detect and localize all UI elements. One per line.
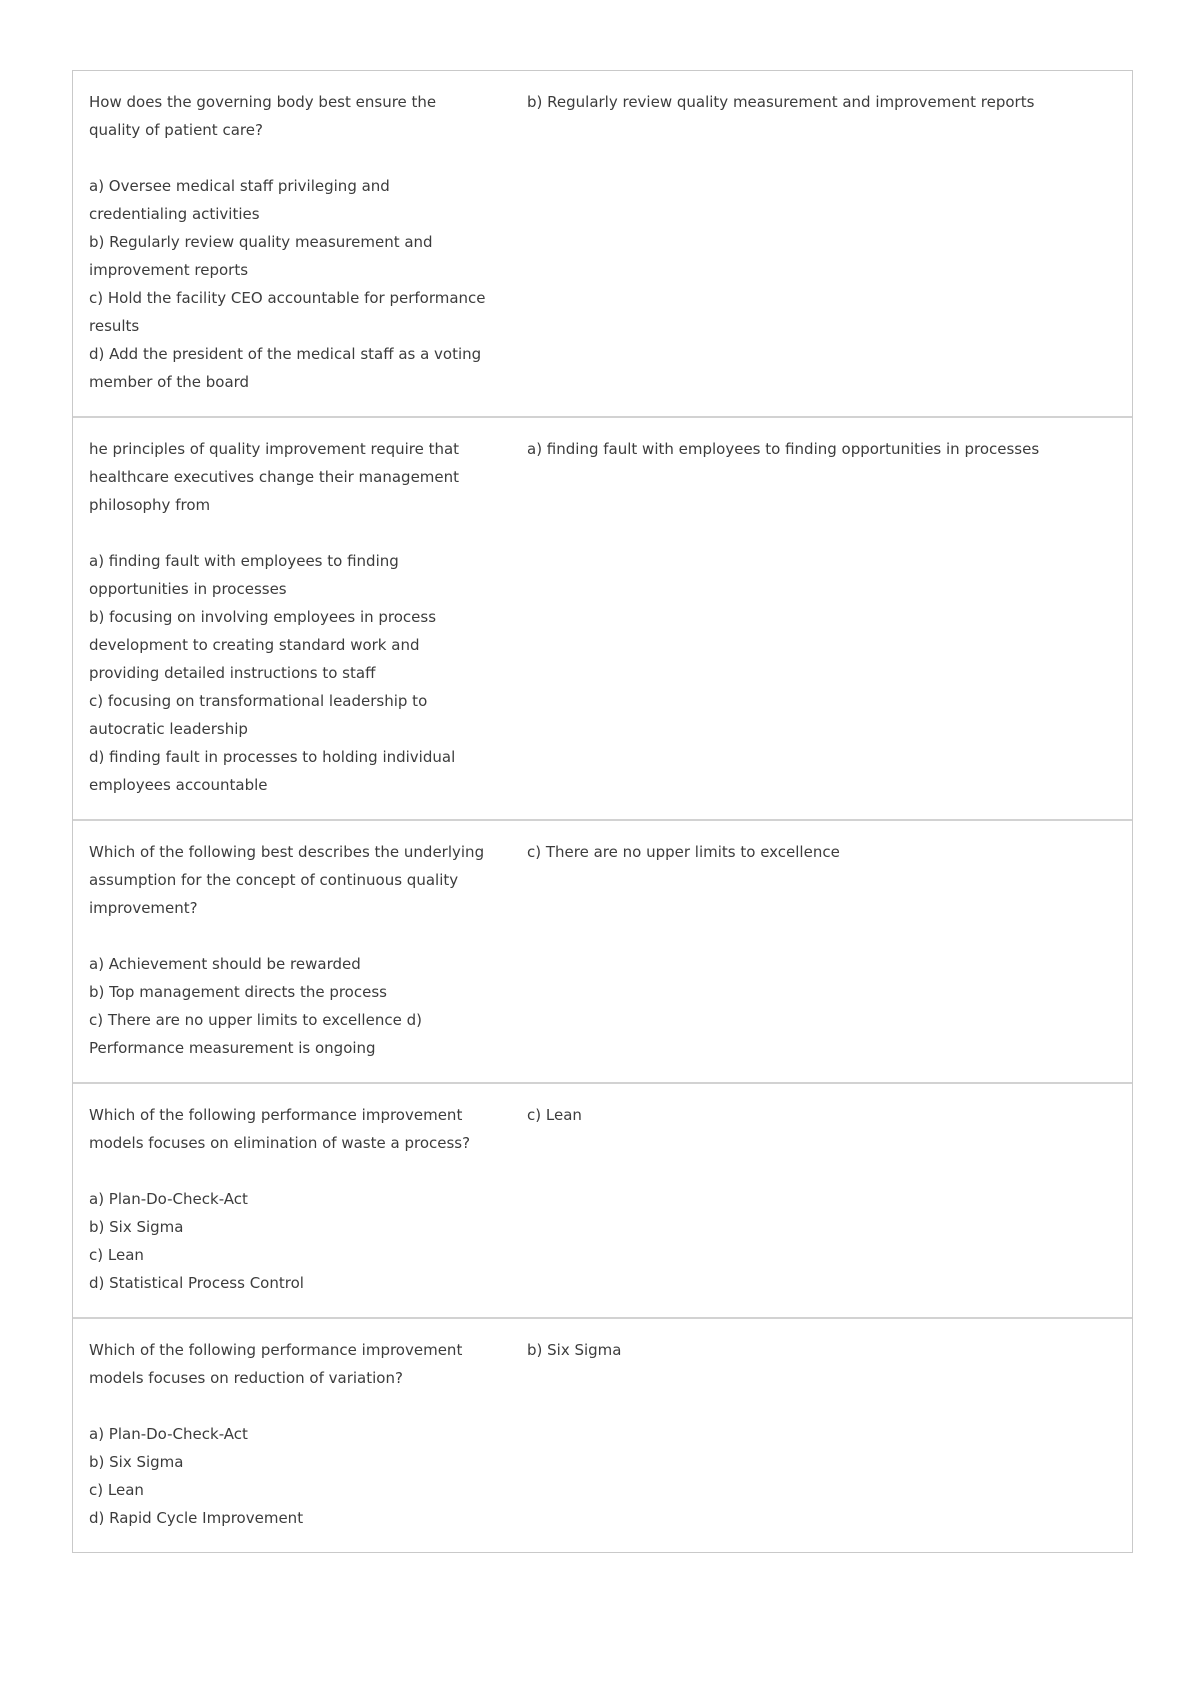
- flashcard-row: [73, 1082, 1132, 1317]
- question-text: Which of the following best describes the underlying assumption for the concept of continuous quality improvement?: [89, 843, 485, 917]
- flashcard-row: [73, 1317, 1132, 1552]
- answer-option: b) Regularly review quality measurement and improvement reports: [89, 233, 433, 279]
- answer-option: b) Six Sigma: [89, 1218, 184, 1236]
- question-text: How does the governing body best ensure the quality of patient care?: [89, 93, 437, 139]
- answer-option: b) Six Sigma: [89, 1453, 184, 1471]
- question-cell: [73, 418, 505, 819]
- correct-answer: b) Regularly review quality measurement and improvement reports: [527, 93, 1035, 111]
- question-cell: [73, 1319, 505, 1552]
- answer-option: a) finding fault with employees to finding opportunities in processes: [89, 552, 399, 598]
- answer-cell: [505, 1319, 1132, 1552]
- answer-option: d) Rapid Cycle Improvement: [89, 1509, 304, 1527]
- answer-option: d) Statistical Process Control: [89, 1274, 304, 1292]
- flashcard-row: [73, 71, 1132, 416]
- answer-cell: [505, 821, 1132, 1082]
- question-text: he principles of quality improvement require that healthcare executives change their management philosophy from: [89, 440, 460, 514]
- correct-answer: b) Six Sigma: [527, 1341, 622, 1359]
- answer-option: d) Add the president of the medical staff as a voting member of the board: [89, 345, 482, 391]
- question-cell: [73, 1084, 505, 1317]
- flashcard-row: [73, 416, 1132, 819]
- question-cell: [73, 71, 505, 416]
- answer-option: c) focusing on transformational leadership to autocratic leadership: [89, 692, 428, 738]
- answer-option: a) Plan-Do-Check-Act: [89, 1190, 248, 1208]
- question-text: Which of the following performance improvement models focuses on reduction of variation?: [89, 1341, 463, 1387]
- answer-option: a) Oversee medical staff privileging and credentialing activities: [89, 177, 390, 223]
- answer-option: a) Achievement should be rewarded: [89, 955, 361, 973]
- answer-option: c) There are no upper limits to excellence d) Performance measurement is ongoing: [89, 1011, 422, 1057]
- answer-option: c) Lean: [89, 1246, 144, 1264]
- answer-cell: [505, 418, 1132, 819]
- correct-answer: c) There are no upper limits to excellence: [527, 843, 840, 861]
- correct-answer: a) finding fault with employees to finding opportunities in processes: [527, 440, 1040, 458]
- answer-option: b) Top management directs the process: [89, 983, 387, 1001]
- answer-option: c) Lean: [89, 1481, 144, 1499]
- answer-option: b) focusing on involving employees in process development to creating standard work and providing detailed instructions to staff: [89, 608, 437, 682]
- answer-cell: [505, 71, 1132, 416]
- flashcard-table: [72, 70, 1133, 1553]
- answer-option: a) Plan-Do-Check-Act: [89, 1425, 248, 1443]
- question-text: Which of the following performance improvement models focuses on elimination of waste a process?: [89, 1106, 471, 1152]
- question-cell: [73, 821, 505, 1082]
- correct-answer: c) Lean: [527, 1106, 582, 1124]
- flashcard-row: [73, 819, 1132, 1082]
- answer-option: d) finding fault in processes to holding individual employees accountable: [89, 748, 456, 794]
- answer-option: c) Hold the facility CEO accountable for performance results: [89, 289, 486, 335]
- answer-cell: [505, 1084, 1132, 1317]
